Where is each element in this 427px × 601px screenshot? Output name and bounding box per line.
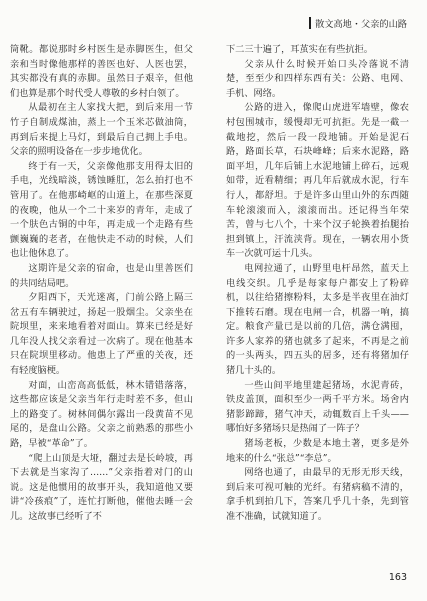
paragraph: “爬上山顶是大垭，翻过去是长岭坡，再下去就是当家沟了……”父亲指着对门的山说。这是他惯用的故事开头，我知道他又要讲“冷孩痕”了，连忙打断他，催他去睡一会儿。这故事已经听了不 [10,452,193,522]
paragraph: 一些山间平地里建起猪场，水泥青砖，铁皮盖顶，面积至少一两千平方米。场舍内猪影蹄蹄，猪气冲天，动辄数百上千头——哪怕好多猪场只是热闹了一阵子？ [226,379,409,435]
header-title: 散文高地・父亲的山路 [315,18,407,30]
paragraph: 网络也通了，由最早的无形无形天线，到后来可视可触的光纤。有猪病稿不清的，拿手机到拍几下，答案几乎几十条，先到管准不准确，试就知道了。 [226,467,409,522]
paragraph: 父亲从什么时候开始口头冷落说不清楚，至至少和四样东西有关：公路、电网、手机、网络。 [226,58,409,99]
right-text-column [226,43,409,525]
paragraph: 下二三十遍了，耳茧实在有些抗拒。 [226,44,373,55]
running-header [309,15,407,30]
paragraph: 猪场老板，少数是本地土著，更多是外地来的什么“张总”“李总”。 [226,438,409,464]
page-number: 163 [388,572,407,583]
left-text-column [10,43,193,525]
paragraph: 从最初在主人家找大把，到后来用一节竹子自制成煤油，蒸上一个玉米芯做油筒，再到后来提上马灯，到最后自己拥上手电。父亲的照明设备在一步步地优化。 [10,102,193,158]
paragraph: 夕阳西下，天光迷离，门前公路上隔三岔五有车辆驶过，扬起一股烟尘。父亲坐在院坝里，来来地看着对面山。算来已经是好几年没人找父亲看过一次病了。现在他基本只在院坝里移动。他患上了严重的关夜，还有轻度脑梗。 [10,292,193,377]
paragraph: 终于有一天，父亲像他那支用得太旧的手电，光线暗淡，锈蚀睡肛，怎么拍打也不管用了。在他那崎岖的山道上，在那些深夏的夜晚，他从一个二十来岁的青年，走成了一个肤色古铜的中年，再走成一个走路有些颤巍巍的老者，在他快走不动的时候，人们也让他休息了。 [10,160,193,260]
paragraph: 电网拉通了，山野里电杆昂然，蓝天上电线交织。几乎是每家每户都安上了粉碎机，以往给猪擦粉料，太多是半夜里在油灯下推转石磨。现在电闸一合，机器一响，搞定。粮食产量已是以前的几倍，满仓满囤，许多人家养的猪也就多了起来，不再是之前的一头两头，四五头的居多，还有将猪加仔猪几十头的。 [226,262,409,377]
paragraph: 这期许是父亲的宿命，也是山里善医们的共同结局吧。 [10,262,193,289]
paragraph: 对面，山峦高高低低，林木错错落落，这些都应该是父亲当年行走时差不多，但山上的路变了。树林间偶尔露出一段黄苗不见尾的，是盘山公路。父亲之前熟悉的那些小路，早被“革命”了。 [10,379,193,450]
paragraph: 筒靴。都说那时乡村医生是赤脚医生，但父亲和当时像他那样的善医也好、人医也罢，其实都没有真的赤脚。虽然日子艰辛，但他们也算是那个时代受人尊敬的乡村白领了。 [10,44,193,99]
header-bar-mark [309,17,311,29]
paragraph: 公路的进入，像爬山虎进军墙壁，像农村包围城市，缓慢却无可抗拒。先是一截一截地挖，然后一段一段地铺。开始是泥石路，路面长草，石块峰峰；后来水泥路，路面平坦，几年后铺上水泥地铺上碎石，远观如带，近看精细；再几年后就成水泥，行车行人，都舒坦。于是许多山里山外的东西随车轮滚滚而入，滚滚而出。还记得当年荣苦，曾与七八个，十来个汉子轮换着抬腿抬担到镇上，汗流浃背。现在，一辆农用小货车一次就可运十几头。 [226,102,409,260]
